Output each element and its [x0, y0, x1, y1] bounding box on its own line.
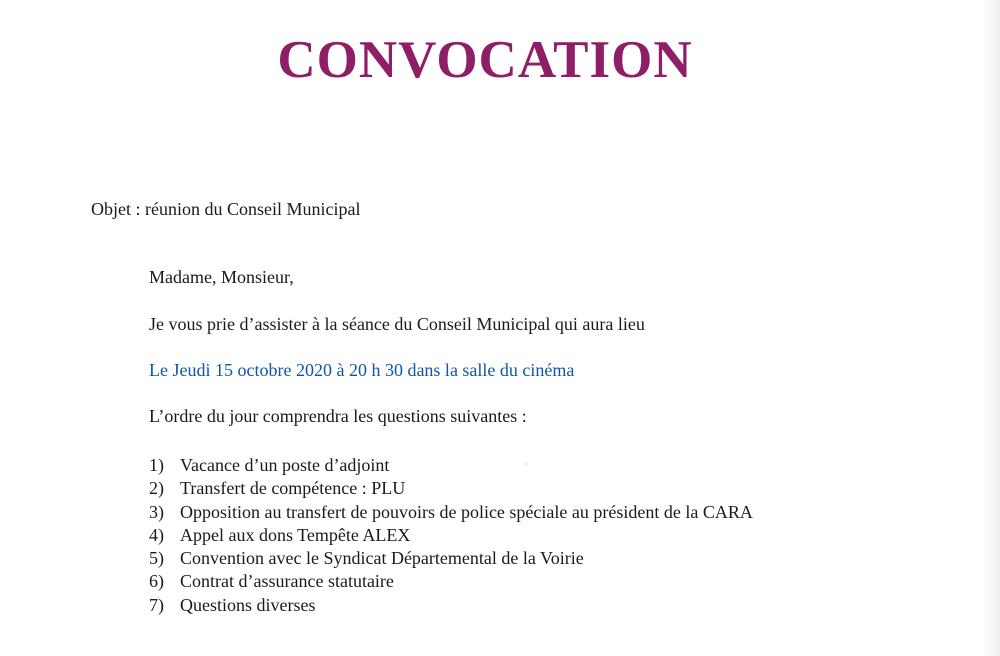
- agenda-introduction: L’ordre du jour comprendra les questions suivantes :: [149, 406, 527, 426]
- document-title: CONVOCATION: [277, 31, 693, 89]
- agenda-item-number: 5): [149, 548, 164, 569]
- agenda-item-label: Transfert de compétence : PLU: [180, 478, 406, 499]
- agenda-item: [149, 594, 753, 617]
- agenda-item-number: 7): [149, 594, 164, 615]
- agenda-item-label: Opposition au transfert de pouvoirs de police spéciale au président de la CARA: [180, 501, 753, 522]
- agenda-item-label: Questions diverses: [180, 594, 316, 615]
- agenda-item-number: 2): [149, 478, 164, 499]
- agenda-item: [149, 477, 753, 500]
- agenda-item-number: 4): [149, 524, 164, 545]
- scan-speck: [525, 463, 527, 465]
- agenda-item: [149, 501, 753, 524]
- agenda-item-label: Convention avec le Syndicat Départemental de la Voirie: [180, 548, 584, 569]
- agenda-item-number: 3): [149, 501, 164, 522]
- agenda-item: [149, 454, 753, 477]
- agenda-item-label: Vacance d’un poste d’adjoint: [180, 455, 390, 475]
- salutation: Madame, Monsieur,: [149, 267, 294, 287]
- agenda-item-label: Contrat d’assurance statutaire: [180, 571, 394, 592]
- invitation-sentence: Je vous prie d’assister à la séance du Conseil Municipal qui aura lieu: [149, 314, 645, 334]
- agenda-item-label: Appel aux dons Tempête ALEX: [180, 524, 411, 545]
- agenda-item-number: 6): [149, 571, 164, 592]
- agenda-item: [149, 524, 753, 547]
- agenda-list: [149, 454, 753, 617]
- agenda-item-number: 1): [149, 455, 164, 475]
- page-edge-shadow: [982, 0, 1000, 656]
- agenda-item: [149, 570, 753, 593]
- meeting-date-location: Le Jeudi 15 octobre 2020 à 20 h 30 dans la salle du cinéma: [149, 360, 575, 380]
- agenda-item: [149, 547, 753, 570]
- subject-line: Objet : réunion du Conseil Municipal: [91, 199, 361, 219]
